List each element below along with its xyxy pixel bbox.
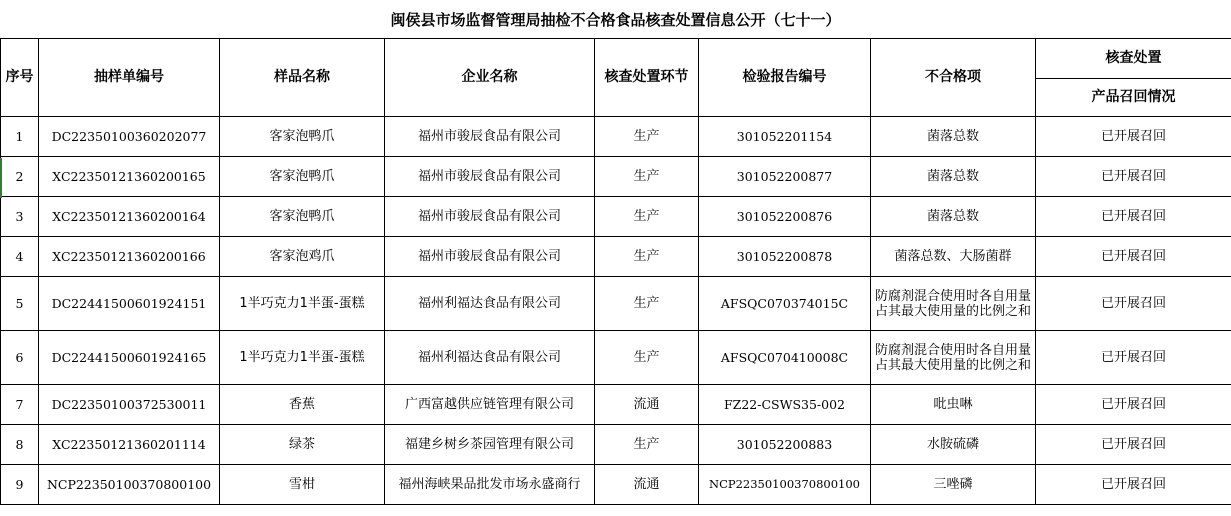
- cell-company: 广西富越供应链管理有限公司: [385, 385, 595, 425]
- cell-seq: 5: [1, 277, 39, 331]
- cell-sample-no: XC22350121360200166: [39, 237, 220, 277]
- cell-report-no: 301052200877: [699, 157, 871, 197]
- cell-company: 福州市骏辰食品有限公司: [385, 237, 595, 277]
- header-sample-name: 样品名称: [220, 39, 385, 117]
- header-sample-no: 抽样单编号: [39, 39, 220, 117]
- header-disposal: 核查处置: [1036, 39, 1231, 79]
- cell-unqualified: 防腐剂混合使用时各自用量占其最大使用量的比例之和: [871, 277, 1036, 331]
- cell-report-no: 301052201154: [699, 117, 871, 157]
- cell-company: 福州市骏辰食品有限公司: [385, 157, 595, 197]
- cell-seq: 2: [1, 157, 39, 197]
- cell-company: 福州利福达食品有限公司: [385, 331, 595, 385]
- cell-seq: 8: [1, 425, 39, 465]
- cell-seq: 9: [1, 465, 39, 505]
- cell-unqualified: 水胺硫磷: [871, 425, 1036, 465]
- header-stage: 核查处置环节: [595, 39, 699, 117]
- cell-stage: 生产: [595, 117, 699, 157]
- cell-company: 福州市骏辰食品有限公司: [385, 117, 595, 157]
- cell-unqualified: 菌落总数: [871, 157, 1036, 197]
- cell-seq: 6: [1, 331, 39, 385]
- cell-sample-no: NCP22350100370800100: [39, 465, 220, 505]
- cell-stage: 生产: [595, 197, 699, 237]
- cell-recall: 已开展召回: [1036, 425, 1231, 465]
- cell-seq: 7: [1, 385, 39, 425]
- cell-recall: 已开展召回: [1036, 157, 1231, 197]
- cell-sample-no: DC22350100372530011: [39, 385, 220, 425]
- cell-recall: 已开展召回: [1036, 237, 1231, 277]
- cell-report-no: 301052200876: [699, 197, 871, 237]
- cell-sample-name: 客家泡鸭爪: [220, 197, 385, 237]
- table-row: [1, 237, 1231, 277]
- cell-company: 福建乡树乡茶园管理有限公司: [385, 425, 595, 465]
- cell-sample-name: 客家泡鸭爪: [220, 157, 385, 197]
- table-row: [1, 331, 1231, 385]
- cell-sample-no: XC22350121360200164: [39, 197, 220, 237]
- cell-sample-name: 香蕉: [220, 385, 385, 425]
- table-row: [1, 425, 1231, 465]
- cell-sample-no: DC22441500601924151: [39, 277, 220, 331]
- table-row: [1, 385, 1231, 425]
- cell-unqualified: 三唑磷: [871, 465, 1036, 505]
- cell-sample-no: XC22350121360200165: [39, 157, 220, 197]
- cell-report-no: 301052200878: [699, 237, 871, 277]
- cell-unqualified: 防腐剂混合使用时各自用量占其最大使用量的比例之和: [871, 331, 1036, 385]
- table-row: [1, 117, 1231, 157]
- cell-stage: 生产: [595, 331, 699, 385]
- cell-recall: 已开展召回: [1036, 117, 1231, 157]
- cell-stage: 生产: [595, 237, 699, 277]
- header-recall: 产品召回情况: [1036, 79, 1231, 117]
- cell-sample-no: DC22441500601924165: [39, 331, 220, 385]
- cell-report-no: FZ22-CSWS35-002: [699, 385, 871, 425]
- table-row: [1, 465, 1231, 505]
- cell-sample-name: 绿茶: [220, 425, 385, 465]
- table-row: [1, 277, 1231, 331]
- cell-stage: 生产: [595, 277, 699, 331]
- cell-unqualified: 菌落总数: [871, 197, 1036, 237]
- cell-sample-no: XC22350121360201114: [39, 425, 220, 465]
- cell-sample-name: 客家泡鸡爪: [220, 237, 385, 277]
- header-company: 企业名称: [385, 39, 595, 117]
- cell-recall: 已开展召回: [1036, 277, 1231, 331]
- cell-seq: 3: [1, 197, 39, 237]
- cell-seq: 1: [1, 117, 39, 157]
- cell-sample-no: DC22350100360202077: [39, 117, 220, 157]
- cell-report-no: 301052200883: [699, 425, 871, 465]
- cell-report-no: AFSQC070374015C: [699, 277, 871, 331]
- cell-recall: 已开展召回: [1036, 197, 1231, 237]
- cell-stage: 生产: [595, 157, 699, 197]
- table-row: [1, 157, 1231, 197]
- header-seq: 序号: [1, 39, 39, 117]
- cell-sample-name: 雪柑: [220, 465, 385, 505]
- cell-unqualified: 吡虫啉: [871, 385, 1036, 425]
- cell-company: 福州海峡果品批发市场永盛商行: [385, 465, 595, 505]
- cell-stage: 流通: [595, 385, 699, 425]
- cell-recall: 已开展召回: [1036, 385, 1231, 425]
- header-unqualified: 不合格项: [871, 39, 1036, 117]
- table-row: [1, 197, 1231, 237]
- cell-unqualified: 菌落总数: [871, 117, 1036, 157]
- cell-report-no: AFSQC070410008C: [699, 331, 871, 385]
- inspection-table: [0, 38, 1231, 505]
- cell-sample-name: 1半巧克力1半蛋-蛋糕: [220, 277, 385, 331]
- cell-seq: 4: [1, 237, 39, 277]
- header-report-no: 检验报告编号: [699, 39, 871, 117]
- cell-stage: 流通: [595, 465, 699, 505]
- cell-stage: 生产: [595, 425, 699, 465]
- cell-company: 福州利福达食品有限公司: [385, 277, 595, 331]
- page-title: 闽侯县市场监督管理局抽检不合格食品核查处置信息公开（七十一）: [390, 10, 841, 29]
- cell-recall: 已开展召回: [1036, 465, 1231, 505]
- cell-sample-name: 1半巧克力1半蛋-蛋糕: [220, 331, 385, 385]
- row-selection-marker: [0, 158, 2, 198]
- cell-sample-name: 客家泡鸭爪: [220, 117, 385, 157]
- cell-company: 福州市骏辰食品有限公司: [385, 197, 595, 237]
- cell-unqualified: 菌落总数、大肠菌群: [871, 237, 1036, 277]
- cell-report-no: NCP22350100370800100: [699, 465, 871, 505]
- cell-recall: 已开展召回: [1036, 331, 1231, 385]
